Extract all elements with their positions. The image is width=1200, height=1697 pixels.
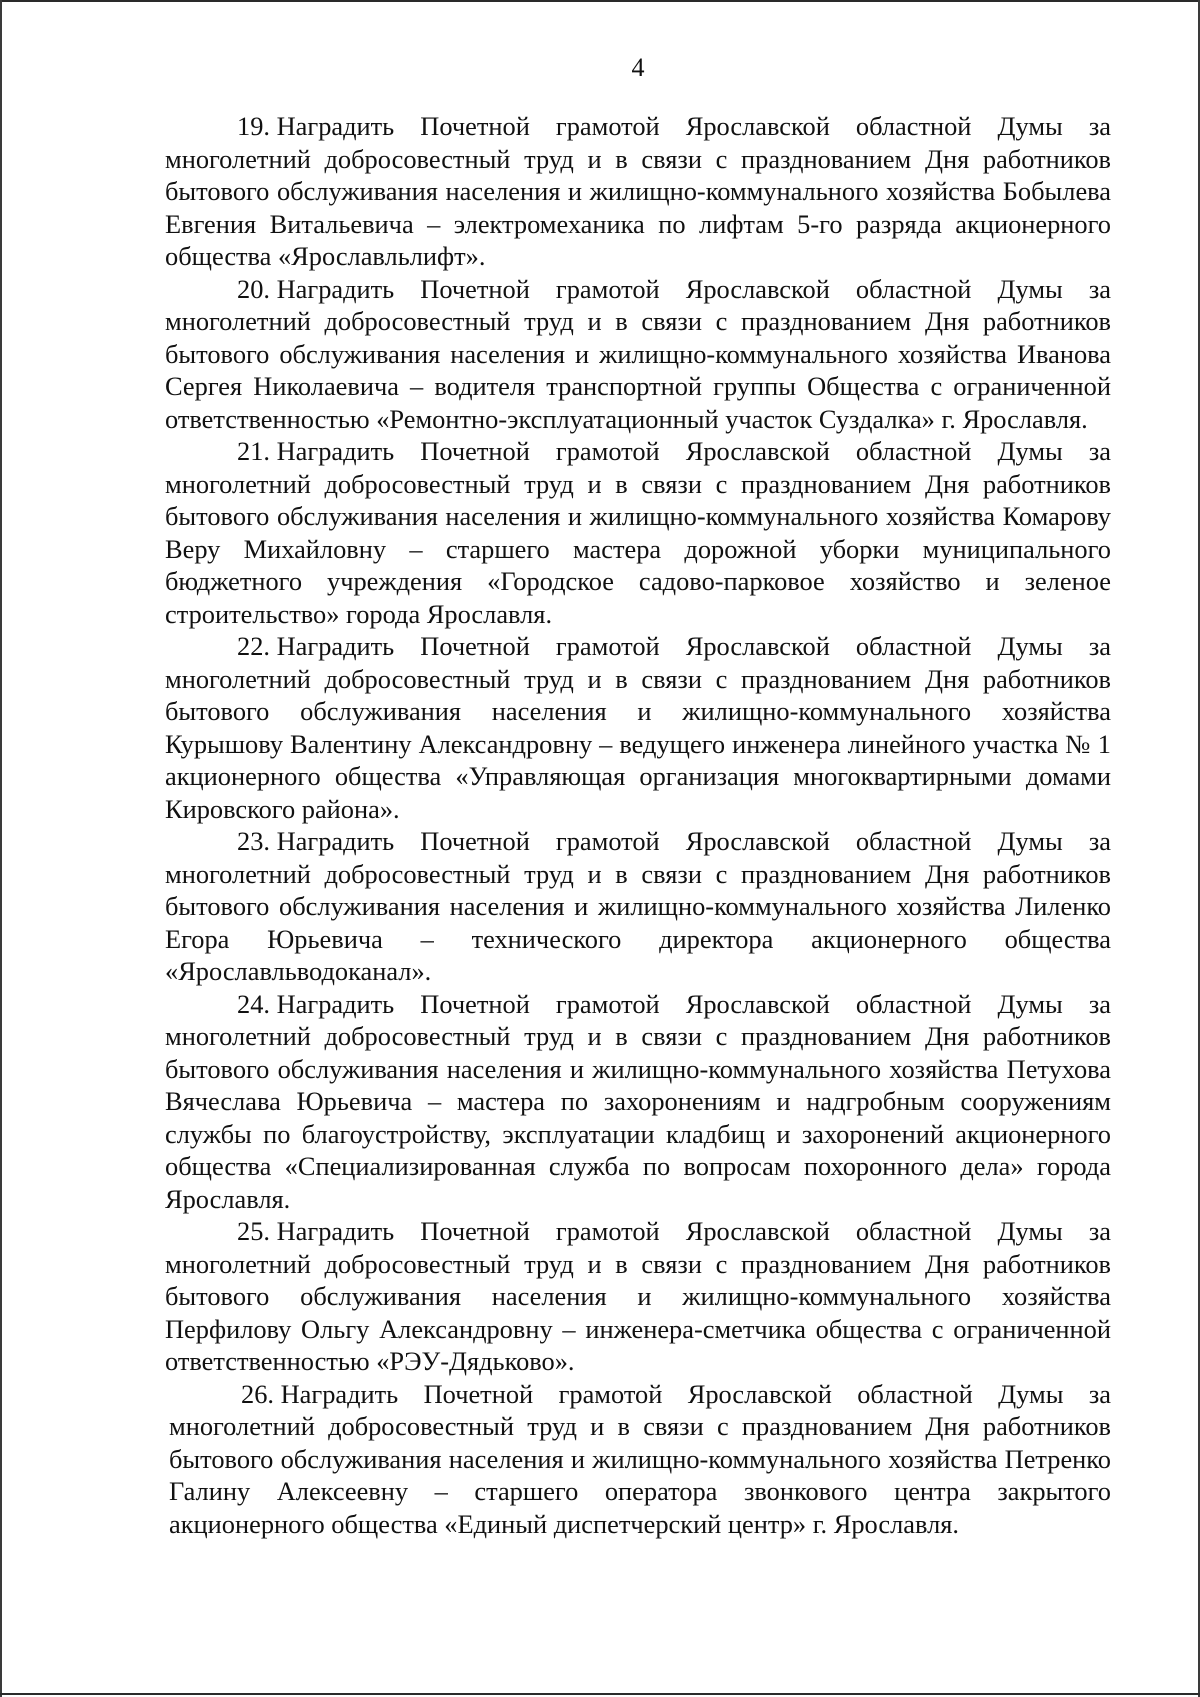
page-number: 4 [631, 53, 645, 82]
document-body [165, 110, 1111, 1540]
paragraph-text: Наградить Почетной грамотой Ярославской областной Думы за многолетний добросовестный труд и в связи с празднованием Дня работников бытового обслуживания населения и жилищно-коммунального хозяйства Петухова Вячеслава Юрьевича – мастера по захоронениям и надгробным сооружениям службы по благоустройству, эксплуатации кладбищ и захоронений акционерного общества «Специализированная служба по вопросам похоронного дела» города Ярославля. [165, 988, 1111, 1214]
paragraph-number: 25. [237, 1216, 270, 1246]
paragraph-number: 23. [237, 826, 270, 856]
paragraph-text: Наградить Почетной грамотой Ярославской областной Думы за многолетний добросовестный труд и в связи с празднованием Дня работников бытового обслуживания населения и жилищно-коммунального хозяйства Лиленко Егора Юрьевича – технического директора акционерного общества «Ярославльводоканал». [165, 826, 1111, 986]
scan-edge-left [0, 0, 2, 1697]
paragraph-text: Наградить Почетной грамотой Ярославской областной Думы за многолетний добросовестный труд и в связи с празднованием Дня работников бытового обслуживания населения и жилищно-коммунального хозяйства Иванова Сергея Николаевича – водителя транспортной группы Общества с ограниченной ответственностью «Ремонтно-эксплуатационный участок Суздалка» г. Ярославля. [165, 273, 1111, 434]
paragraph-text: Наградить Почетной грамотой Ярославской областной Думы за многолетний добросовестный труд и в связи с празднованием Дня работников бытового обслуживания населения и жилищно-коммунального хозяйства Комарову Веру Михайловну – старшего мастера дорожной уборки муниципального бюджетного учреждения «Городское садово-парковое хозяйство и зеленое строительство» города Ярославля. [165, 436, 1111, 629]
paragraph-23 [165, 825, 1111, 988]
paragraph-number: 24. [237, 988, 270, 1019]
paragraph-24 [165, 988, 1111, 1216]
paragraph-number: 22. [237, 631, 270, 661]
paragraph-text: Наградить Почетной грамотой Ярославской областной Думы за многолетний добросовестный труд и в связи с празднованием Дня работников бытового обслуживания населения и жилищно-коммунального хозяйства Перфилову Ольгу Александровну – инженера-сметчика общества с ограниченной ответственностью «РЭУ-Дядьково». [165, 1216, 1111, 1376]
paragraph-number: 19. [237, 111, 270, 141]
paragraph-number: 26. [241, 1378, 274, 1409]
paragraph-text: Наградить Почетной грамотой Ярославской областной Думы за многолетний добросовестный труд и в связи с празднованием Дня работников бытового обслуживания населения и жилищно-коммунального хозяйства Бобылева Евгения Витальевича – электромеханика по лифтам 5-го разряда акционерного общества «Ярославльлифт». [165, 111, 1111, 271]
paragraph-26 [165, 1378, 1111, 1541]
paragraph-number: 21. [237, 436, 270, 466]
paragraph-21 [165, 435, 1111, 630]
paragraph-text: Наградить Почетной грамотой Ярославской областной Думы за многолетний добросовестный труд и в связи с празднованием Дня работников бытового обслуживания населения и жилищно-коммунального хозяйства Курышову Валентину Александровну – ведущего инженера линейного участка № 1 акционерного общества «Управляющая организация многоквартирными домами Кировского района». [165, 631, 1111, 824]
paragraph-19 [165, 110, 1111, 273]
scan-edge-top [0, 0, 1200, 2]
paragraph-20 [165, 273, 1111, 436]
paragraph-22 [165, 630, 1111, 825]
paragraph-25 [165, 1215, 1111, 1378]
scan-edge-bottom [0, 1693, 1200, 1695]
paragraph-text: Наградить Почетной грамотой Ярославской областной Думы за многолетний добросовестный труд и в связи с празднованием Дня работников бытового обслуживания населения и жилищно-коммунального хозяйства Петренко Галину Алексеевну – старшего оператора звонкового центра закрытого акционерного общества «Единый диспетчерский центр» г. Ярославля. [169, 1378, 1111, 1539]
paragraph-number: 20. [237, 273, 270, 304]
